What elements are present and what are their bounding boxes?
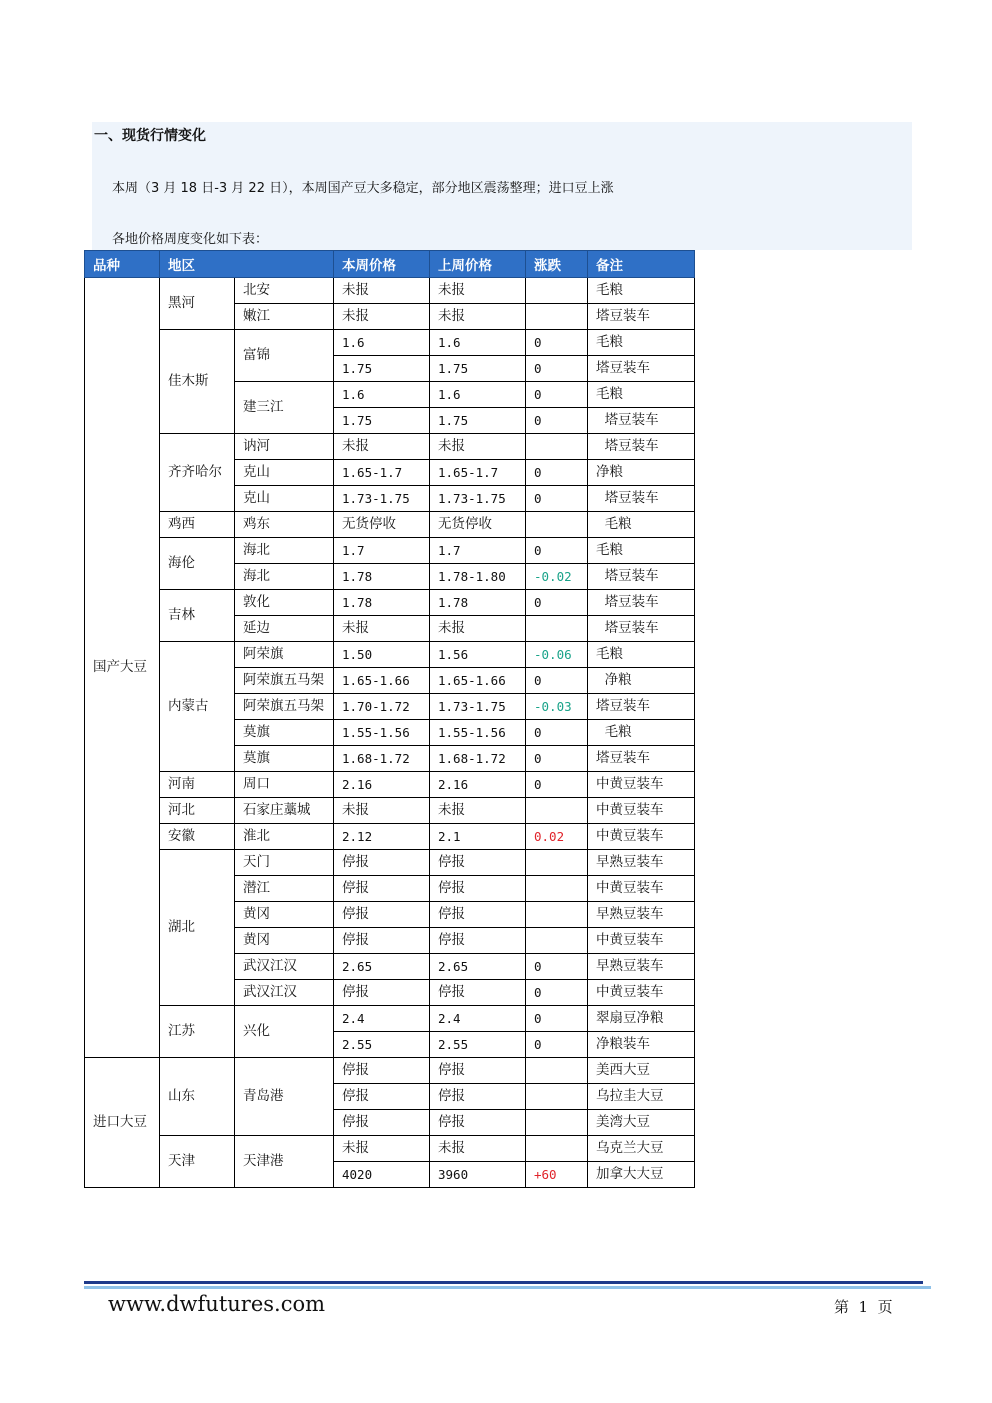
change-cell (526, 616, 588, 642)
city-cell: 嫩江 (235, 304, 334, 330)
change-cell (526, 850, 588, 876)
current-price-cell: 未报 (334, 616, 430, 642)
note-cell: 毛粮 (588, 278, 695, 304)
previous-price-cell: 1.75 (430, 356, 526, 382)
table-row (85, 798, 695, 824)
note-cell: 早熟豆装车 (588, 850, 695, 876)
change-cell: 0 (526, 330, 588, 356)
current-price-cell: 1.55-1.56 (334, 720, 430, 746)
city-cell: 阿荣旗 (235, 642, 334, 668)
city-cell: 天门 (235, 850, 334, 876)
change-cell: 0 (526, 1006, 588, 1032)
city-cell: 兴化 (235, 1006, 334, 1058)
current-price-cell: 1.65-1.7 (334, 460, 430, 486)
city-cell: 青岛港 (235, 1058, 334, 1136)
table-row (85, 824, 695, 850)
current-price-cell: 未报 (334, 798, 430, 824)
previous-price-cell: 停报 (430, 1084, 526, 1110)
table-row (85, 1136, 695, 1162)
province-cell: 河南 (160, 772, 235, 798)
note-cell: 中黄豆装车 (588, 772, 695, 798)
current-price-cell: 1.50 (334, 642, 430, 668)
previous-price-cell: 1.55-1.56 (430, 720, 526, 746)
table-row (85, 590, 695, 616)
change-cell (526, 434, 588, 460)
current-price-cell: 停报 (334, 1110, 430, 1136)
province-cell: 山东 (160, 1058, 235, 1136)
current-price-cell: 1.75 (334, 408, 430, 434)
previous-price-cell: 未报 (430, 616, 526, 642)
table-caption: 各地价格周度变化如下表： (112, 232, 269, 247)
previous-price-cell: 未报 (430, 434, 526, 460)
section-panel (92, 122, 912, 250)
note-cell: 净粮 (588, 460, 695, 486)
note-cell: 中黄豆装车 (588, 928, 695, 954)
table-row (85, 1006, 695, 1032)
current-price-cell: 未报 (334, 1136, 430, 1162)
city-cell: 克山 (235, 486, 334, 512)
province-cell: 佳木斯 (160, 330, 235, 434)
note-cell: 毛粮 (588, 330, 695, 356)
previous-price-cell: 1.75 (430, 408, 526, 434)
previous-price-cell: 3960 (430, 1162, 526, 1188)
current-price-cell: 停报 (334, 850, 430, 876)
city-cell: 潜江 (235, 876, 334, 902)
change-cell (526, 304, 588, 330)
province-cell: 吉林 (160, 590, 235, 642)
current-price-cell: 1.70-1.72 (334, 694, 430, 720)
change-cell: 0 (526, 954, 588, 980)
note-cell: 毛粮 (588, 512, 695, 538)
table-row (85, 642, 695, 668)
previous-price-cell: 停报 (430, 876, 526, 902)
previous-price-cell: 2.16 (430, 772, 526, 798)
change-cell: 0 (526, 746, 588, 772)
note-cell: 塔豆装车 (588, 564, 695, 590)
note-cell: 美湾大豆 (588, 1110, 695, 1136)
note-cell: 美西大豆 (588, 1058, 695, 1084)
change-cell: 0 (526, 980, 588, 1006)
note-cell: 塔豆装车 (588, 304, 695, 330)
city-cell: 莫旗 (235, 720, 334, 746)
city-cell: 莫旗 (235, 746, 334, 772)
current-price-cell: 1.7 (334, 538, 430, 564)
province-cell: 齐齐哈尔 (160, 434, 235, 512)
city-cell: 黄冈 (235, 928, 334, 954)
change-cell: 0 (526, 772, 588, 798)
note-cell: 毛粮 (588, 382, 695, 408)
change-cell (526, 278, 588, 304)
city-cell: 淮北 (235, 824, 334, 850)
province-cell: 河北 (160, 798, 235, 824)
change-cell: -0.02 (526, 564, 588, 590)
city-cell: 鸡东 (235, 512, 334, 538)
change-cell: 0 (526, 382, 588, 408)
current-price-cell: 1.65-1.66 (334, 668, 430, 694)
previous-price-cell: 停报 (430, 1058, 526, 1084)
previous-price-cell: 1.78-1.80 (430, 564, 526, 590)
table-row (85, 278, 695, 304)
note-cell: 早熟豆装车 (588, 902, 695, 928)
header-note: 备注 (588, 251, 695, 278)
note-cell: 翠扇豆净粮 (588, 1006, 695, 1032)
note-cell: 乌拉圭大豆 (588, 1084, 695, 1110)
previous-price-cell: 停报 (430, 902, 526, 928)
city-cell: 敦化 (235, 590, 334, 616)
note-cell: 塔豆装车 (588, 746, 695, 772)
current-price-cell: 1.68-1.72 (334, 746, 430, 772)
current-price-cell: 1.73-1.75 (334, 486, 430, 512)
note-cell: 毛粮 (588, 538, 695, 564)
table-row (85, 850, 695, 876)
province-cell: 安徽 (160, 824, 235, 850)
change-cell: 0 (526, 486, 588, 512)
previous-price-cell: 未报 (430, 304, 526, 330)
current-price-cell: 1.78 (334, 590, 430, 616)
note-cell: 塔豆装车 (588, 408, 695, 434)
province-cell: 江苏 (160, 1006, 235, 1058)
previous-price-cell: 2.65 (430, 954, 526, 980)
page-number: 第 1 页 (834, 1298, 893, 1316)
footer-rule-light (84, 1286, 931, 1289)
previous-price-cell: 1.73-1.75 (430, 694, 526, 720)
note-cell: 塔豆装车 (588, 616, 695, 642)
previous-price-cell: 1.6 (430, 330, 526, 356)
current-price-cell: 2.55 (334, 1032, 430, 1058)
current-price-cell: 停报 (334, 928, 430, 954)
header-previous-price: 上周价格 (430, 251, 526, 278)
note-cell: 加拿大大豆 (588, 1162, 695, 1188)
previous-price-cell: 1.7 (430, 538, 526, 564)
previous-price-cell: 2.1 (430, 824, 526, 850)
note-cell: 净粮装车 (588, 1032, 695, 1058)
city-cell: 建三江 (235, 382, 334, 434)
previous-price-cell: 2.55 (430, 1032, 526, 1058)
change-cell: 0 (526, 720, 588, 746)
change-cell: 0 (526, 590, 588, 616)
note-cell: 毛粮 (588, 642, 695, 668)
previous-price-cell: 无货停收 (430, 512, 526, 538)
change-cell: 0 (526, 356, 588, 382)
table-row (85, 538, 695, 564)
change-cell: -0.06 (526, 642, 588, 668)
previous-price-cell: 停报 (430, 1110, 526, 1136)
current-price-cell: 无货停收 (334, 512, 430, 538)
header-current-price: 本周价格 (334, 251, 430, 278)
current-price-cell: 停报 (334, 876, 430, 902)
table-row (85, 1058, 695, 1084)
previous-price-cell: 1.6 (430, 382, 526, 408)
note-cell: 塔豆装车 (588, 694, 695, 720)
change-cell: 0 (526, 1032, 588, 1058)
footer-url: www.dwfutures.com (108, 1292, 326, 1316)
change-cell (526, 902, 588, 928)
province-cell: 黑河 (160, 278, 235, 330)
change-cell (526, 1110, 588, 1136)
change-cell (526, 1058, 588, 1084)
previous-price-cell: 1.65-1.7 (430, 460, 526, 486)
current-price-cell: 停报 (334, 902, 430, 928)
change-cell: 0 (526, 668, 588, 694)
change-cell (526, 512, 588, 538)
change-cell (526, 1084, 588, 1110)
previous-price-cell: 2.4 (430, 1006, 526, 1032)
intro-text: 本周（3 月 18 日-3 月 22 日），本周国产豆大多稳定，部分地区震荡整理；进口豆上涨 (112, 181, 614, 196)
current-price-cell: 停报 (334, 1058, 430, 1084)
change-cell (526, 928, 588, 954)
city-cell: 延边 (235, 616, 334, 642)
city-cell: 海北 (235, 538, 334, 564)
city-cell: 讷河 (235, 434, 334, 460)
city-cell: 克山 (235, 460, 334, 486)
city-cell: 武汉江汉 (235, 980, 334, 1006)
previous-price-cell: 1.56 (430, 642, 526, 668)
table-row (85, 772, 695, 798)
note-cell: 乌克兰大豆 (588, 1136, 695, 1162)
current-price-cell: 4020 (334, 1162, 430, 1188)
city-cell: 海北 (235, 564, 334, 590)
variety-cell: 国产大豆 (85, 278, 160, 1058)
variety-cell: 进口大豆 (85, 1058, 160, 1188)
city-cell: 天津港 (235, 1136, 334, 1188)
note-cell: 中黄豆装车 (588, 876, 695, 902)
current-price-cell: 未报 (334, 434, 430, 460)
current-price-cell: 停报 (334, 980, 430, 1006)
previous-price-cell: 停报 (430, 850, 526, 876)
city-cell: 周口 (235, 772, 334, 798)
change-cell: 0 (526, 538, 588, 564)
table-row (85, 512, 695, 538)
province-cell: 鸡西 (160, 512, 235, 538)
previous-price-cell: 未报 (430, 1136, 526, 1162)
change-cell: 0.02 (526, 824, 588, 850)
current-price-cell: 1.75 (334, 356, 430, 382)
change-cell: +60 (526, 1162, 588, 1188)
current-price-cell: 2.16 (334, 772, 430, 798)
province-cell: 内蒙古 (160, 642, 235, 772)
change-cell: 0 (526, 408, 588, 434)
header-change: 涨跌 (526, 251, 588, 278)
current-price-cell: 1.6 (334, 330, 430, 356)
change-cell (526, 798, 588, 824)
note-cell: 毛粮 (588, 720, 695, 746)
city-cell: 阿荣旗五马架 (235, 668, 334, 694)
city-cell: 黄冈 (235, 902, 334, 928)
note-cell: 塔豆装车 (588, 486, 695, 512)
header-region: 地区 (160, 251, 334, 278)
previous-price-cell: 停报 (430, 980, 526, 1006)
city-cell: 阿荣旗五马架 (235, 694, 334, 720)
note-cell: 塔豆装车 (588, 356, 695, 382)
current-price-cell: 1.6 (334, 382, 430, 408)
header-variety: 品种 (85, 251, 160, 278)
note-cell: 塔豆装车 (588, 590, 695, 616)
note-cell: 塔豆装车 (588, 434, 695, 460)
current-price-cell: 停报 (334, 1084, 430, 1110)
footer-rule (84, 1281, 923, 1284)
current-price-cell: 未报 (334, 278, 430, 304)
current-price-cell: 1.78 (334, 564, 430, 590)
note-cell: 早熟豆装车 (588, 954, 695, 980)
table-row (85, 434, 695, 460)
province-cell: 海伦 (160, 538, 235, 590)
current-price-cell: 未报 (334, 304, 430, 330)
price-table (84, 250, 695, 1188)
table-row (85, 330, 695, 356)
previous-price-cell: 未报 (430, 798, 526, 824)
previous-price-cell: 停报 (430, 928, 526, 954)
previous-price-cell: 未报 (430, 278, 526, 304)
note-cell: 中黄豆装车 (588, 798, 695, 824)
city-cell: 武汉江汉 (235, 954, 334, 980)
previous-price-cell: 1.73-1.75 (430, 486, 526, 512)
city-cell: 富锦 (235, 330, 334, 382)
section-title: 一、现货行情变化 (94, 128, 206, 144)
change-cell: -0.03 (526, 694, 588, 720)
province-cell: 天津 (160, 1136, 235, 1188)
change-cell (526, 1136, 588, 1162)
note-cell: 中黄豆装车 (588, 980, 695, 1006)
current-price-cell: 2.12 (334, 824, 430, 850)
note-cell: 中黄豆装车 (588, 824, 695, 850)
previous-price-cell: 1.78 (430, 590, 526, 616)
previous-price-cell: 1.65-1.66 (430, 668, 526, 694)
province-cell: 湖北 (160, 850, 235, 1006)
change-cell: 0 (526, 460, 588, 486)
change-cell (526, 876, 588, 902)
current-price-cell: 2.4 (334, 1006, 430, 1032)
city-cell: 石家庄藁城 (235, 798, 334, 824)
previous-price-cell: 1.68-1.72 (430, 746, 526, 772)
note-cell: 净粮 (588, 668, 695, 694)
table-header-row (85, 251, 695, 278)
current-price-cell: 2.65 (334, 954, 430, 980)
city-cell: 北安 (235, 278, 334, 304)
